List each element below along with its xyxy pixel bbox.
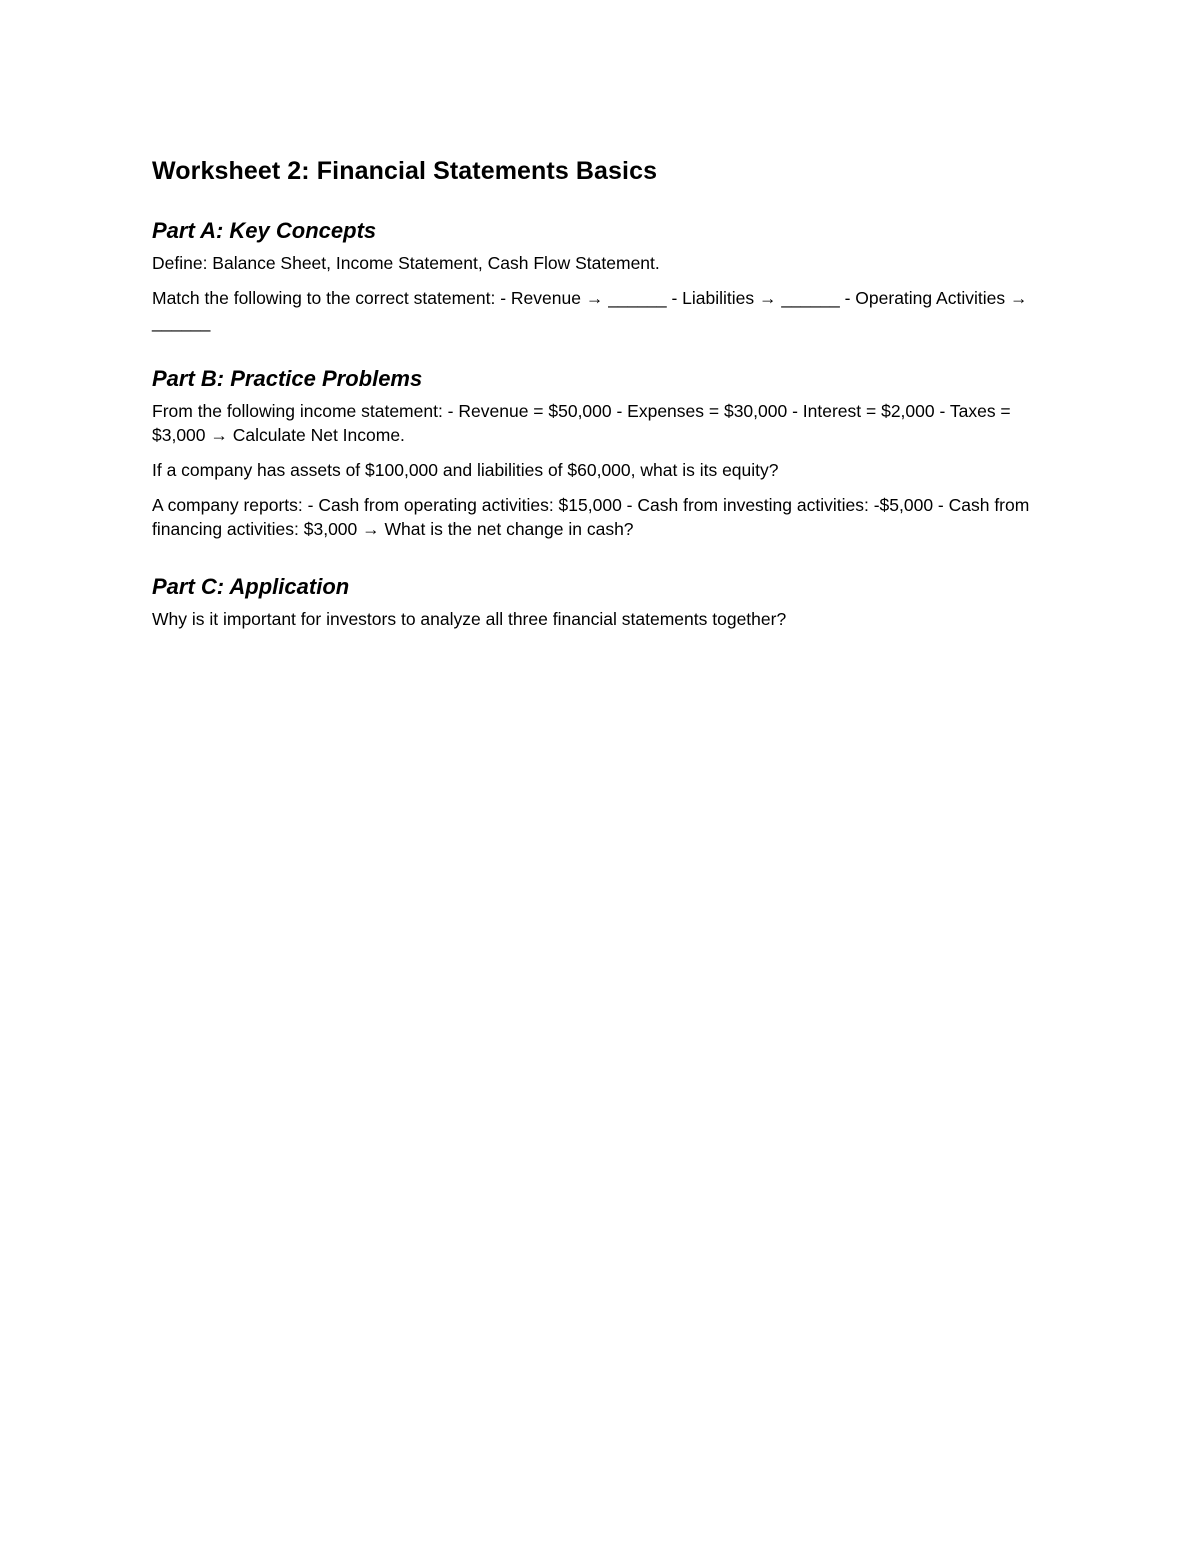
worksheet-page <box>152 154 1052 631</box>
part-c-heading: Part C: Application <box>152 574 350 599</box>
part-b-equity-question: If a company has assets of $100,000 and liabilities of $60,000, what is its equity? <box>152 460 779 480</box>
part-b-section <box>152 364 1052 541</box>
part-b-net-income-question: From the following income statement: - Revenue = $50,000 - Expenses = $30,000 - Interest = $2,000 - Taxes = $3,000 → Calculate Net Income. <box>152 401 1011 445</box>
part-b-heading: Part B: Practice Problems <box>152 366 423 391</box>
part-a-heading: Part A: Key Concepts <box>152 218 377 243</box>
part-a-match-question: Match the following to the correct statement: - Revenue → ______ - Liabilities → ______ - Operating Activities → ______ <box>152 288 1028 332</box>
part-b-cash-change-question: A company reports: - Cash from operating activities: $15,000 - Cash from investing activities: -$5,000 - Cash from financing activities: $3,000 → What is the net change in cash? <box>152 495 1030 539</box>
part-a-define-question: Define: Balance Sheet, Income Statement, Cash Flow Statement. <box>152 253 660 273</box>
document-title: Worksheet 2: Financial Statements Basics <box>152 157 658 185</box>
part-c-section <box>152 572 1052 631</box>
part-c-application-question: Why is it important for investors to analyze all three financial statements together? <box>152 609 787 629</box>
part-a-section <box>152 216 1052 334</box>
